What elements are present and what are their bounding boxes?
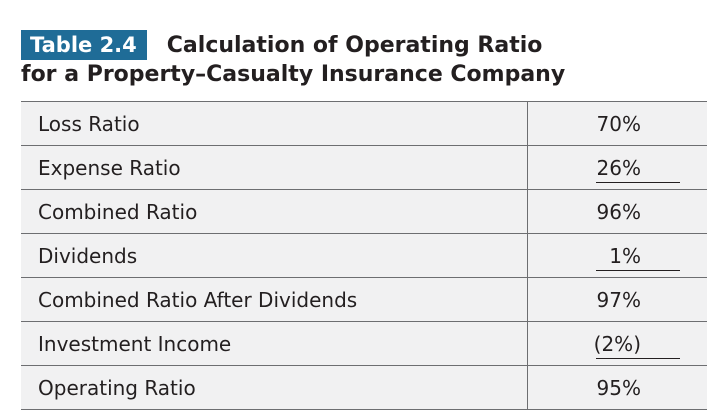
row-value-with-subtotal-rule xyxy=(528,234,708,278)
subtotal-rule xyxy=(596,182,680,183)
row-label: Dividends xyxy=(21,234,528,278)
row-label: Investment Income xyxy=(21,322,528,366)
table-row-dividends xyxy=(21,234,707,278)
table-row-expense-ratio xyxy=(21,146,707,190)
subtotal-rule xyxy=(596,270,680,271)
row-label: Expense Ratio xyxy=(21,146,528,190)
row-value-text: 1% xyxy=(609,243,641,268)
row-value-with-subtotal-rule xyxy=(528,322,708,366)
row-value: 70% xyxy=(528,102,708,146)
row-label: Combined Ratio After Dividends xyxy=(21,278,528,322)
row-value-text: 26% xyxy=(596,155,641,180)
table-row-operating-ratio xyxy=(21,366,707,410)
row-label: Operating Ratio xyxy=(21,366,528,410)
caption-title: Calculation of Operating Ratio xyxy=(166,32,543,58)
table-number-badge: Table 2.4 xyxy=(21,30,147,60)
subtotal-rule xyxy=(596,358,680,359)
table-row-investment-income xyxy=(21,322,707,366)
caption-line-1 xyxy=(21,30,701,60)
row-value-with-subtotal-rule xyxy=(528,146,708,190)
row-value: 97% xyxy=(528,278,708,322)
row-value: 95% xyxy=(528,366,708,410)
row-value-text: (2%) xyxy=(593,331,641,356)
table-caption xyxy=(21,30,701,87)
table-row-combined-ratio-after-dividends xyxy=(21,278,707,322)
row-label: Combined Ratio xyxy=(21,190,528,234)
table-row-loss-ratio xyxy=(21,102,707,146)
caption-subtitle: for a Property–Casualty Insurance Company xyxy=(21,62,566,87)
table-row-combined-ratio xyxy=(21,190,707,234)
operating-ratio-table xyxy=(21,101,707,410)
row-label: Loss Ratio xyxy=(21,102,528,146)
row-value: 96% xyxy=(528,190,708,234)
